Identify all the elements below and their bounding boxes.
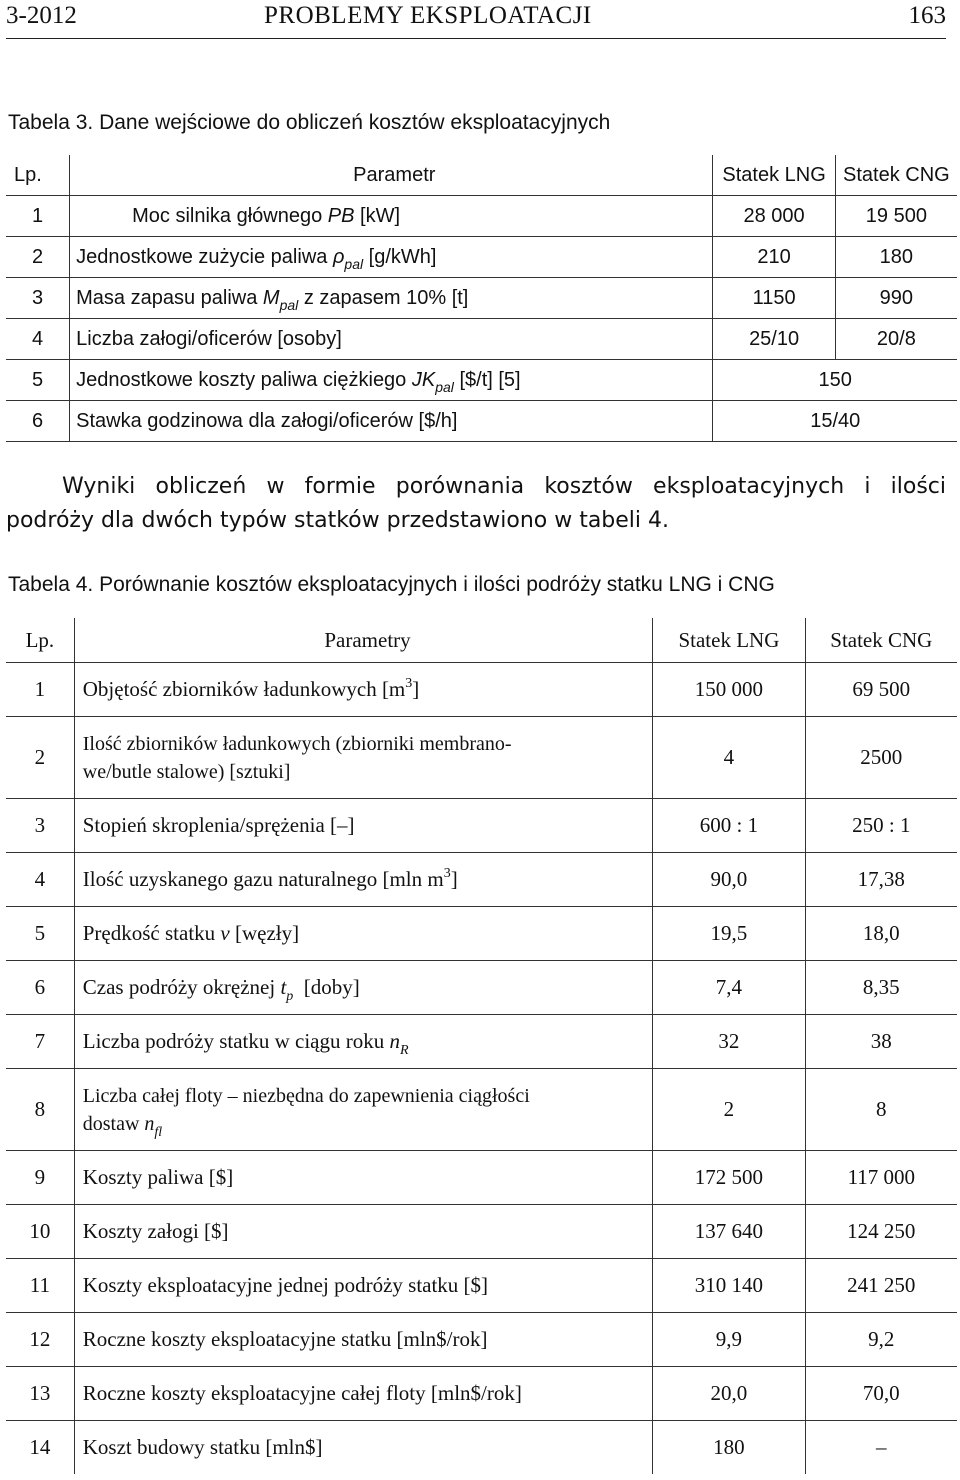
table-row [6,663,957,717]
row-parameter: Koszty paliwa [$] [74,1151,652,1205]
table-row [6,319,957,360]
table-row [6,1367,957,1421]
row-lng-value: 210 [713,237,835,278]
row-number: 1 [6,663,74,717]
row-lng-value: 2 [653,1069,805,1151]
row-lng-value: 1150 [713,278,835,319]
table-row [6,1205,957,1259]
row-parameter: Koszty załogi [$] [74,1205,652,1259]
table4 [6,618,957,1474]
row-number: 4 [6,319,70,360]
row-parameter: Koszt budowy statku [mln$] [74,1421,652,1475]
row-cng-value: 38 [805,1015,957,1069]
row-cng-value: 8 [805,1069,957,1151]
row-cng-value: 124 250 [805,1205,957,1259]
row-number: 11 [6,1259,74,1313]
row-cng-value: 69 500 [805,663,957,717]
row-lng-value: 137 640 [653,1205,805,1259]
row-shared-value: 150 [713,360,957,401]
row-lng-value: 150 000 [653,663,805,717]
row-cng-value: 117 000 [805,1151,957,1205]
row-lng-value: 28 000 [713,196,835,237]
row-cng-value: 180 [835,237,957,278]
table-row [6,907,957,961]
table-row [6,1259,957,1313]
paragraph-line: Wyniki obliczeń w formie porównania kosztów eksploatacyjnych i ilości [62,474,946,499]
row-parameter: Liczba całej floty – niezbędna do zapewnienia ciągłości dostaw $n_{fl}$ [74,1069,652,1151]
row-cng-value: 8,35 [805,961,957,1015]
paragraph-line: podróży dla dwóch typów statków przedstawiono w tabeli 4. [6,508,670,533]
table4-header-lp: Lp. [6,618,74,663]
row-lng-value: 32 [653,1015,805,1069]
table-row [6,237,957,278]
row-lng-value: 180 [653,1421,805,1475]
table-row [6,1015,957,1069]
table-row [6,1313,957,1367]
table3-header-cng: Statek CNG [835,155,957,196]
row-parameter: Objętość zbiorników ładunkowych $[m^3]$ [74,663,652,717]
row-number: 7 [6,1015,74,1069]
row-number: 3 [6,278,70,319]
row-cng-value: 990 [835,278,957,319]
table-row [6,360,957,401]
row-number: 14 [6,1421,74,1475]
table-row [6,799,957,853]
row-cng-value: 19 500 [835,196,957,237]
row-parameter: Stawka godzinowa dla załogi/oficerów [$/h] [70,401,713,442]
table4-header-row [6,618,957,663]
row-parameter: Roczne koszty eksploatacyjne statku [mln$/rok] [74,1313,652,1367]
row-number: 5 [6,907,74,961]
row-lng-value: 7,4 [653,961,805,1015]
row-parameter: Prędkość statku v [węzły] [74,907,652,961]
row-number: 6 [6,401,70,442]
row-cng-value: 9,2 [805,1313,957,1367]
table4-header-cng: Statek CNG [805,618,957,663]
row-number: 13 [6,1367,74,1421]
row-cng-value: 241 250 [805,1259,957,1313]
row-parameter: Ilość uzyskanego gazu naturalnego [mln $m^3$] [74,853,652,907]
row-parameter: Czas podróży okrężnej $t_p$ [doby] [74,961,652,1015]
row-cng-value: 17,38 [805,853,957,907]
row-lng-value: 19,5 [653,907,805,961]
table3-caption: Tabela 3. Dane wejściowe do obliczeń kosztów eksploatacyjnych [8,111,611,134]
row-number: 1 [6,196,70,237]
table3 [6,155,957,442]
table4-header-param: Parametry [74,618,652,663]
row-parameter: Jednostkowe zużycie paliwa $\rho_{pal}$ [g/kWh] [70,237,713,278]
row-cng-value: 250 : 1 [805,799,957,853]
row-shared-value: 15/40 [713,401,957,442]
row-cng-value: 2500 [805,717,957,799]
table4-header-lng: Statek LNG [653,618,805,663]
row-number: 2 [6,237,70,278]
table3-header-row [6,155,957,196]
table-row [6,853,957,907]
row-number: 4 [6,853,74,907]
table-row [6,717,957,799]
row-parameter: Masa zapasu paliwa $M_{pal}$ z zapasem 10% [t] [70,278,713,319]
row-lng-value: 172 500 [653,1151,805,1205]
row-lng-value: 4 [653,717,805,799]
row-parameter: Jednostkowe koszty paliwa ciężkiego $JK_{pal}$ [$/t] [5] [70,360,713,401]
row-number: 2 [6,717,74,799]
row-cng-value: 20/8 [835,319,957,360]
row-lng-value: 25/10 [713,319,835,360]
table-row [6,961,957,1015]
table3-header-param: Parametr [70,155,713,196]
page-header [6,0,946,39]
issue-number: 3-2012 [6,2,77,29]
row-number: 5 [6,360,70,401]
row-number: 9 [6,1151,74,1205]
table-row [6,1151,957,1205]
table-row [6,278,957,319]
table3-header-lp: Lp. [6,155,70,196]
row-parameter: Roczne koszty eksploatacyjne całej floty [mln$/rok] [74,1367,652,1421]
row-lng-value: 9,9 [653,1313,805,1367]
row-lng-value: 90,0 [653,853,805,907]
row-number: 10 [6,1205,74,1259]
page-number: 163 [908,2,946,29]
table3-header-lng: Statek LNG [713,155,835,196]
table-row [6,401,957,442]
journal-title: PROBLEMY EKSPLOATACJI [264,2,592,29]
row-lng-value: 20,0 [653,1367,805,1421]
table4-caption: Tabela 4. Porównanie kosztów eksploatacyjnych i ilości podróży statku LNG i CNG [8,573,775,596]
row-cng-value: 18,0 [805,907,957,961]
table-row [6,1421,957,1475]
row-parameter: Stopień skroplenia/sprężenia [–] [74,799,652,853]
row-parameter: Liczba podróży statku w ciągu roku $n_R$ [74,1015,652,1069]
table-row [6,1069,957,1151]
row-parameter: Ilość zbiorników ładunkowych (zbiorniki membrano- we/butle stalowe) [sztuki] [74,717,652,799]
row-parameter: Moc silnika głównego PB [kW] [70,196,713,237]
body-paragraph [6,470,946,538]
row-number: 12 [6,1313,74,1367]
row-number: 3 [6,799,74,853]
row-number: 8 [6,1069,74,1151]
row-cng-value: – [805,1421,957,1475]
table-row [6,196,957,237]
row-lng-value: 600 : 1 [653,799,805,853]
row-parameter: Koszty eksploatacyjne jednej podróży statku [$] [74,1259,652,1313]
row-number: 6 [6,961,74,1015]
row-cng-value: 70,0 [805,1367,957,1421]
row-parameter: Liczba załogi/oficerów [osoby] [70,319,713,360]
row-lng-value: 310 140 [653,1259,805,1313]
